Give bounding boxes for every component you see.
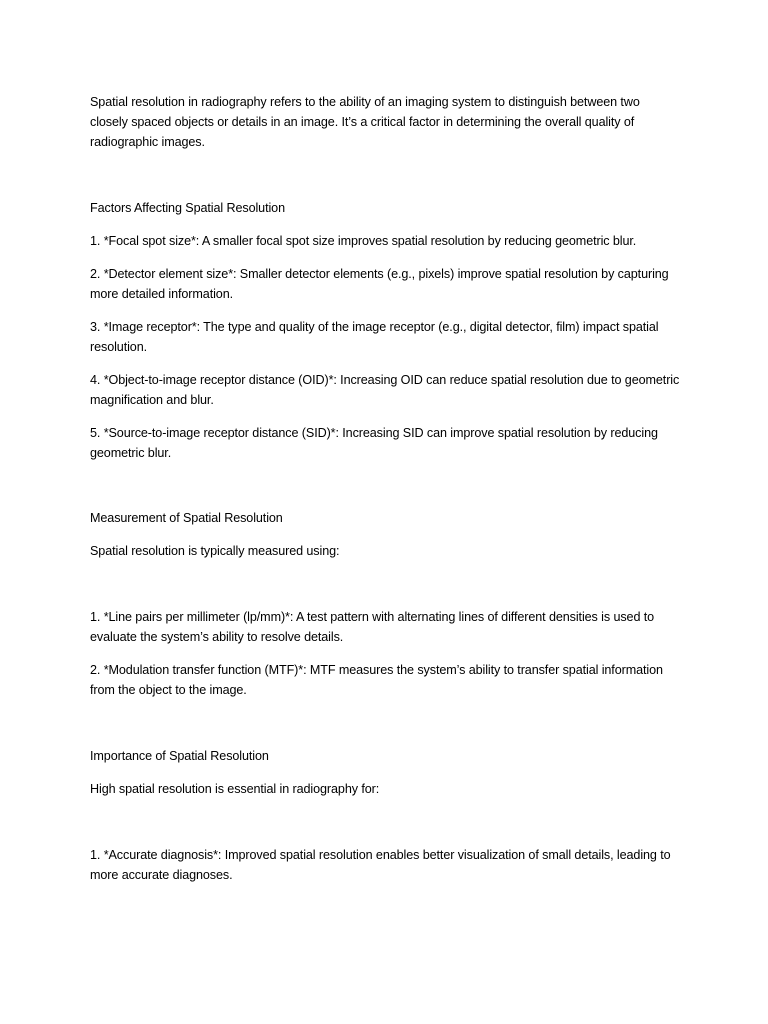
intro-paragraph: Spatial resolution in radiography refers to the ability of an imaging system to distinguish between two closely spaced objects or details in an image. It’s a critical factor in determining the overall quality of radiographic images. [90, 95, 640, 149]
factors-heading: Factors Affecting Spatial Resolution [90, 201, 285, 215]
measurement-heading: Measurement of Spatial Resolution [90, 511, 283, 525]
factor-item-detector-element: 2. *Detector element size*: Smaller detector elements (e.g., pixels) improve spatial resolution by capturing more detailed information. [90, 267, 669, 301]
factor-item-focal-spot: 1. *Focal spot size*: A smaller focal spot size improves spatial resolution by reducing geometric blur. [90, 234, 637, 248]
importance-item-accurate-diagnosis: 1. *Accurate diagnosis*: Improved spatial resolution enables better visualization of small details, leading to more accurate diagnoses. [90, 848, 671, 882]
factor-item-sid: 5. *Source-to-image receptor distance (SID)*: Increasing SID can improve spatial resolution by reducing geometric blur. [90, 426, 658, 460]
measurement-lead: Spatial resolution is typically measured using: [90, 544, 340, 558]
measurement-item-mtf: 2. *Modulation transfer function (MTF)*: MTF measures the system’s ability to transfer spatial information from the object to the image. [90, 663, 663, 697]
importance-heading: Importance of Spatial Resolution [90, 749, 269, 763]
measurement-item-lp-mm: 1. *Line pairs per millimeter (lp/mm)*: A test pattern with alternating lines of different densities is used to evaluate the system’s ability to resolve details. [90, 610, 655, 644]
factor-item-image-receptor: 3. *Image receptor*: The type and quality of the image receptor (e.g., digital detector, film) impact spatial resolution. [90, 320, 659, 354]
factor-item-oid: 4. *Object-to-image receptor distance (OID)*: Increasing OID can reduce spatial resolution due to geometric magnification and blur. [90, 373, 680, 407]
importance-lead: High spatial resolution is essential in radiography for: [90, 782, 380, 796]
